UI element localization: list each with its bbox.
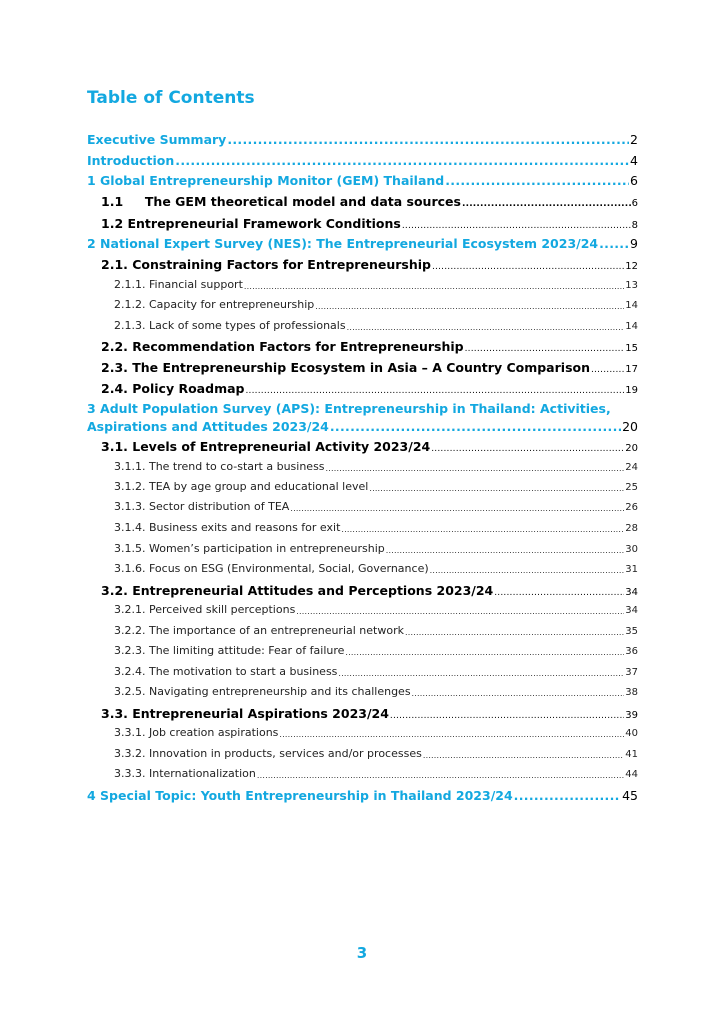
dot-leader (390, 711, 624, 721)
toc-entry-3-3[interactable] (101, 706, 638, 721)
toc-page-number: 34 (625, 605, 638, 616)
toc-page-number: 35 (625, 626, 638, 637)
toc-entry-text: Executive Summary (87, 132, 227, 147)
dot-leader (345, 648, 624, 657)
toc-entry-3-1-4[interactable] (114, 521, 638, 534)
toc-page-number: 28 (625, 523, 638, 534)
toc-entry-section-4[interactable] (87, 788, 638, 803)
toc-entry-section-1[interactable] (87, 173, 638, 188)
dot-leader (296, 607, 624, 616)
toc-page-number: 31 (625, 564, 638, 575)
toc-page-number: 45 (622, 788, 638, 803)
toc-page-number: 44 (625, 769, 638, 780)
toc-entry-text: 3.3.1. Job creation aspirations (114, 726, 279, 739)
toc-entry-2-1-1[interactable] (114, 278, 638, 291)
dot-leader (338, 669, 624, 678)
toc-entry-text: 3.1. Levels of Entrepreneurial Activity 2023/24 (101, 439, 431, 454)
toc-entry-text: 3.2.4. The motivation to start a business (114, 665, 338, 678)
toc-page-number: 41 (625, 749, 638, 760)
toc-page-number: 15 (625, 343, 638, 354)
dot-leader (462, 199, 631, 209)
toc-entry-text: 2 National Expert Survey (NES): The Entrepreneurial Ecosystem 2023/24 (87, 236, 599, 251)
toc-entry-3-3-1[interactable] (114, 726, 638, 739)
toc-page-number: 13 (625, 280, 638, 291)
toc-entry-text: 3.3.3. Internationalization (114, 767, 256, 780)
dot-leader (347, 323, 625, 332)
toc-entry-3-1[interactable] (101, 439, 638, 454)
toc-page-number: 4 (630, 153, 638, 168)
toc-page-number: 12 (625, 261, 638, 272)
toc-entry-section-3[interactable] (87, 419, 638, 434)
toc-page-number: 20 (625, 443, 638, 454)
dot-leader (431, 444, 624, 454)
dot-leader (599, 236, 629, 251)
dot-leader (445, 173, 629, 188)
toc-entry-text: 2.2. Recommendation Factors for Entrepreneurship (101, 339, 464, 354)
toc-page-number: 39 (625, 710, 638, 721)
dot-leader (279, 730, 624, 739)
toc-entry-text: 3.1.2. TEA by age group and educational level (114, 480, 369, 493)
toc-entry-text: 2.3. The Entrepreneurship Ecosystem in Asia – A Country Comparison (101, 360, 590, 375)
toc-entry-text: 3.1.5. Women’s participation in entrepreneurship (114, 542, 385, 555)
toc-entry-3-1-3[interactable] (114, 500, 638, 513)
toc-entry-3-1-6[interactable] (114, 562, 638, 575)
dot-leader (341, 525, 624, 534)
toc-entry-introduction[interactable] (87, 153, 638, 168)
toc-entry-text: 1.1 The GEM theoretical model and data sources (101, 194, 461, 209)
toc-page-number: 40 (625, 728, 638, 739)
toc-entry-2-2[interactable] (101, 339, 638, 354)
dot-leader (244, 282, 624, 291)
toc-entry-text: 3.3.2. Innovation in products, services and/or processes (114, 747, 422, 760)
toc-entry-2-3[interactable] (101, 360, 638, 375)
dot-leader (290, 504, 624, 513)
toc-entry-3-2-1[interactable] (114, 603, 638, 616)
toc-entry-text: 2.1.1. Financial support (114, 278, 243, 291)
toc-page-number: 34 (625, 587, 638, 598)
toc-page-number: 2 (630, 132, 638, 147)
dot-leader (175, 153, 629, 168)
toc-page-number: 24 (625, 462, 638, 473)
toc-page-number: 36 (625, 646, 638, 657)
toc-entry-1-1[interactable] (101, 194, 638, 209)
dot-leader (591, 365, 624, 375)
toc-entry-section-2[interactable] (87, 236, 638, 251)
dot-leader (494, 588, 624, 598)
toc-entry-text: 3.1.1. The trend to co-start a business (114, 460, 325, 473)
toc-entry-text: 3.2. Entrepreneurial Attitudes and Perceptions 2023/24 (101, 583, 494, 598)
toc-entry-3-1-5[interactable] (114, 542, 638, 555)
toc-entry-executive-summary[interactable] (87, 132, 638, 147)
toc-entry-text: 3.1.4. Business exits and reasons for exit (114, 521, 341, 534)
dot-leader (227, 132, 629, 147)
toc-entry-section-3-line1[interactable]: 3 Adult Population Survey (APS): Entrepreneurship in Thailand: Activities, (87, 401, 611, 416)
toc-page-number: 8 (631, 220, 638, 231)
toc-entry-3-2-4[interactable] (114, 665, 638, 678)
toc-page-number: 38 (625, 687, 638, 698)
toc-page-number: 30 (625, 544, 638, 555)
toc-entry-text: 3.3. Entrepreneurial Aspirations 2023/24 (101, 706, 389, 721)
toc-entry-text: 2.1.2. Capacity for entrepreneurship (114, 298, 315, 311)
toc-page-number: 6 (631, 198, 638, 209)
toc-entry-text: 3.1.3. Sector distribution of TEA (114, 500, 290, 513)
dot-leader (315, 302, 624, 311)
dot-leader (430, 566, 625, 575)
dot-leader (330, 419, 621, 434)
toc-entry-text: 2.1. Constraining Factors for Entrepreneurship (101, 257, 431, 272)
dot-leader (405, 628, 624, 637)
dot-leader (326, 464, 625, 473)
toc-entry-text: 3.2.1. Perceived skill perceptions (114, 603, 296, 616)
toc-page-number: 14 (625, 300, 638, 311)
toc-entry-2-4[interactable] (101, 381, 638, 396)
toc-page-number: 19 (625, 385, 638, 396)
dot-leader (514, 788, 621, 803)
toc-entry-3-2-3[interactable] (114, 644, 638, 657)
toc-entry-3-2[interactable] (101, 583, 638, 598)
dot-leader (245, 386, 624, 396)
toc-entry-3-1-2[interactable] (114, 480, 638, 493)
toc-page-number: 37 (625, 667, 638, 678)
toc-page-number: 20 (622, 419, 638, 434)
toc-entry-2-1[interactable] (101, 257, 638, 272)
toc-entry-3-1-1[interactable] (114, 460, 638, 473)
toc-entry-3-3-2[interactable] (114, 747, 638, 760)
dot-leader (423, 751, 624, 760)
toc-entry-text: 1.2 Entrepreneurial Framework Conditions (101, 216, 401, 231)
toc-entry-text: Introduction (87, 153, 175, 168)
page-title: Table of Contents (87, 88, 255, 108)
toc-entry-text: 3.2.5. Navigating entrepreneurship and its challenges (114, 685, 411, 698)
toc-entry-text: Aspirations and Attitudes 2023/24 (87, 419, 329, 434)
toc-entry-text: 2.1.3. Lack of some types of professionals (114, 319, 346, 332)
toc-entry-3-2-5[interactable] (114, 685, 638, 698)
toc-entry-3-2-2[interactable] (114, 624, 638, 637)
dot-leader (412, 689, 625, 698)
toc-page-number: 17 (625, 364, 638, 375)
toc-page-number: 14 (625, 321, 638, 332)
page-number: 3 (356, 944, 368, 962)
toc-page-number: 6 (630, 173, 638, 188)
toc-page-number: 25 (625, 482, 638, 493)
dot-leader (432, 262, 624, 272)
toc-entry-text: 4 Special Topic: Youth Entrepreneurship in Thailand 2023/24 (87, 788, 513, 803)
toc-entry-text: 1 Global Entrepreneurship Monitor (GEM) Thailand (87, 173, 445, 188)
toc-entry-2-1-2[interactable] (114, 298, 638, 311)
toc-entry-3-3-3[interactable] (114, 767, 638, 780)
dot-leader (257, 771, 624, 780)
toc-page-number: 26 (625, 502, 638, 513)
toc-page-number: 9 (630, 236, 638, 251)
dot-leader (402, 221, 631, 231)
toc-entry-text: 2.4. Policy Roadmap (101, 381, 245, 396)
toc-entry-text: 3.2.3. The limiting attitude: Fear of failure (114, 644, 345, 657)
dot-leader (386, 546, 625, 555)
dot-leader (465, 344, 625, 354)
toc-entry-text: 3.1.6. Focus on ESG (Environmental, Social, Governance) (114, 562, 429, 575)
toc-entry-2-1-3[interactable] (114, 319, 638, 332)
dot-leader (369, 484, 624, 493)
toc-entry-text: 3.2.2. The importance of an entrepreneurial network (114, 624, 404, 637)
toc-entry-1-2[interactable] (101, 216, 638, 231)
